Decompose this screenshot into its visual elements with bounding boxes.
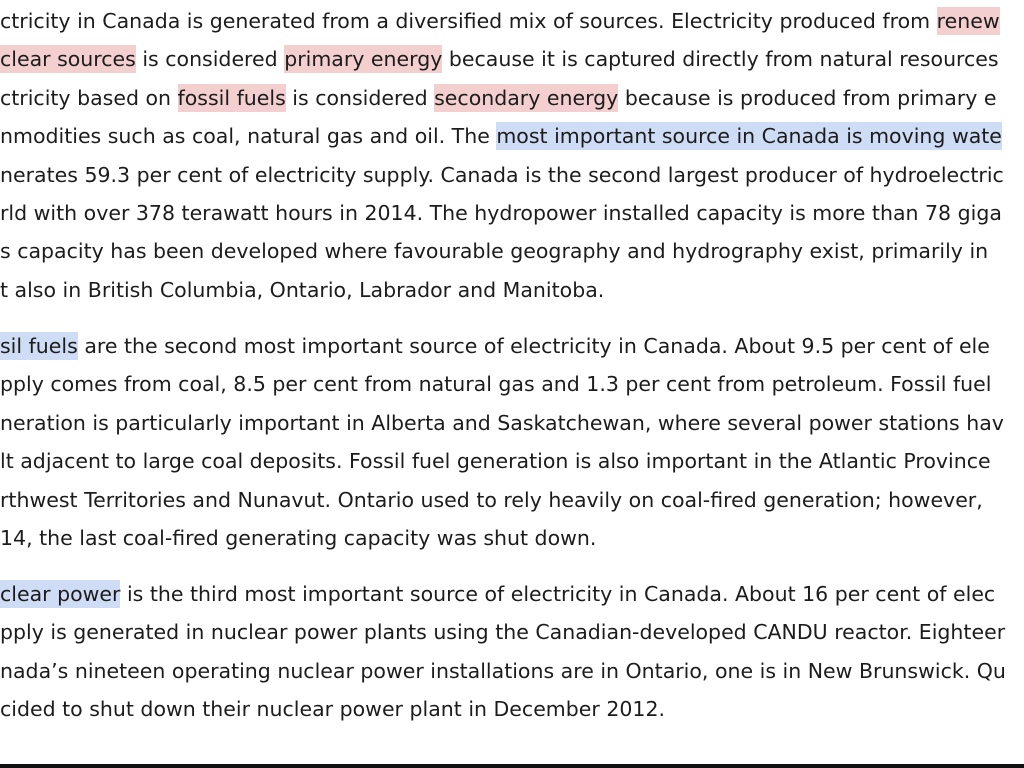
text-line <box>0 481 983 520</box>
text-line <box>0 194 1002 233</box>
text-segment: is considered <box>135 47 285 72</box>
highlighted-text: most important source in Canada is moving wate <box>496 124 1002 149</box>
highlighted-text: clear power <box>0 582 121 606</box>
text-line <box>0 690 665 729</box>
text-segment: ctricity based on <box>0 85 178 110</box>
text-segment: rld with over 378 terawatt hours in 2014. The hydropower installed capacity is more than 78 giga <box>0 201 1002 225</box>
highlighted-text: fossil fuels <box>177 85 286 110</box>
text-segment: pply is generated in nuclear power plants using the Canadian-developed CANDU reactor. Eighteer <box>0 620 1006 645</box>
text-segment: is the third most important source of electricity in Canada. About 16 per cent of elec <box>120 582 996 606</box>
text-segment: pply comes from coal, 8.5 per cent from natural gas and 1.3 per cent from petroleum. Fossil fuel <box>0 372 992 397</box>
text-line <box>0 271 604 310</box>
text-segment: because is produced from primary e <box>618 85 997 110</box>
text-segment: nada’s nineteen operating nuclear power installations are in Ontario, one is in New Brunswick. Qu <box>0 658 1006 683</box>
highlighted-text: secondary energy <box>434 85 619 110</box>
text-segment: lt adjacent to large coal deposits. Fossil fuel generation is also important in the Atlantic Province <box>0 449 991 474</box>
text-segment: t also in British Columbia, Ontario, Labrador and Manitoba. <box>0 277 605 302</box>
highlighted-text: renew <box>936 9 1000 33</box>
highlighted-text: sil fuels <box>0 334 78 358</box>
text-line <box>0 156 1004 195</box>
text-segment: rthwest Territories and Nunavut. Ontario used to rely heavily on coal-fired generation; however, <box>0 487 983 512</box>
text-segment: nerates 59.3 per cent of electricity supply. Canada is the second largest producer of hydroelectric <box>0 162 1004 187</box>
text-line <box>0 327 990 366</box>
text-line <box>0 519 596 558</box>
highlighted-text: primary energy <box>284 47 443 72</box>
text-segment: nmodities such as coal, natural gas and oil. The <box>0 124 497 149</box>
text-segment: neration is particularly important in Alberta and Saskatchewan, where several power stations hav <box>0 410 1004 435</box>
text-segment: ctricity in Canada is generated from a diversified mix of sources. Electricity produced from <box>0 9 937 33</box>
text-segment: s capacity has been developed where favourable geography and hydrography exist, primarily in <box>0 239 989 264</box>
text-segment: 14, the last coal-fired generating capacity was shut down. <box>0 526 597 550</box>
text-line <box>0 232 988 271</box>
text-segment: is considered <box>285 85 435 110</box>
text-line <box>0 79 997 118</box>
highlighted-text: clear sources <box>0 47 136 72</box>
text-line <box>0 613 1005 652</box>
text-line <box>0 2 1000 41</box>
text-line <box>0 404 1004 443</box>
text-line <box>0 365 992 404</box>
text-line <box>0 442 991 481</box>
text-line <box>0 652 1006 691</box>
text-segment: cided to shut down their nuclear power plant in December 2012. <box>0 697 666 722</box>
text-line <box>0 117 1002 156</box>
text-line <box>0 40 999 79</box>
text-segment: because it is captured directly from natural resources <box>442 47 999 72</box>
bottom-divider <box>0 764 1024 768</box>
text-line <box>0 575 995 614</box>
text-segment: are the second most important source of electricity in Canada. About 9.5 per cent of ele <box>77 334 990 358</box>
